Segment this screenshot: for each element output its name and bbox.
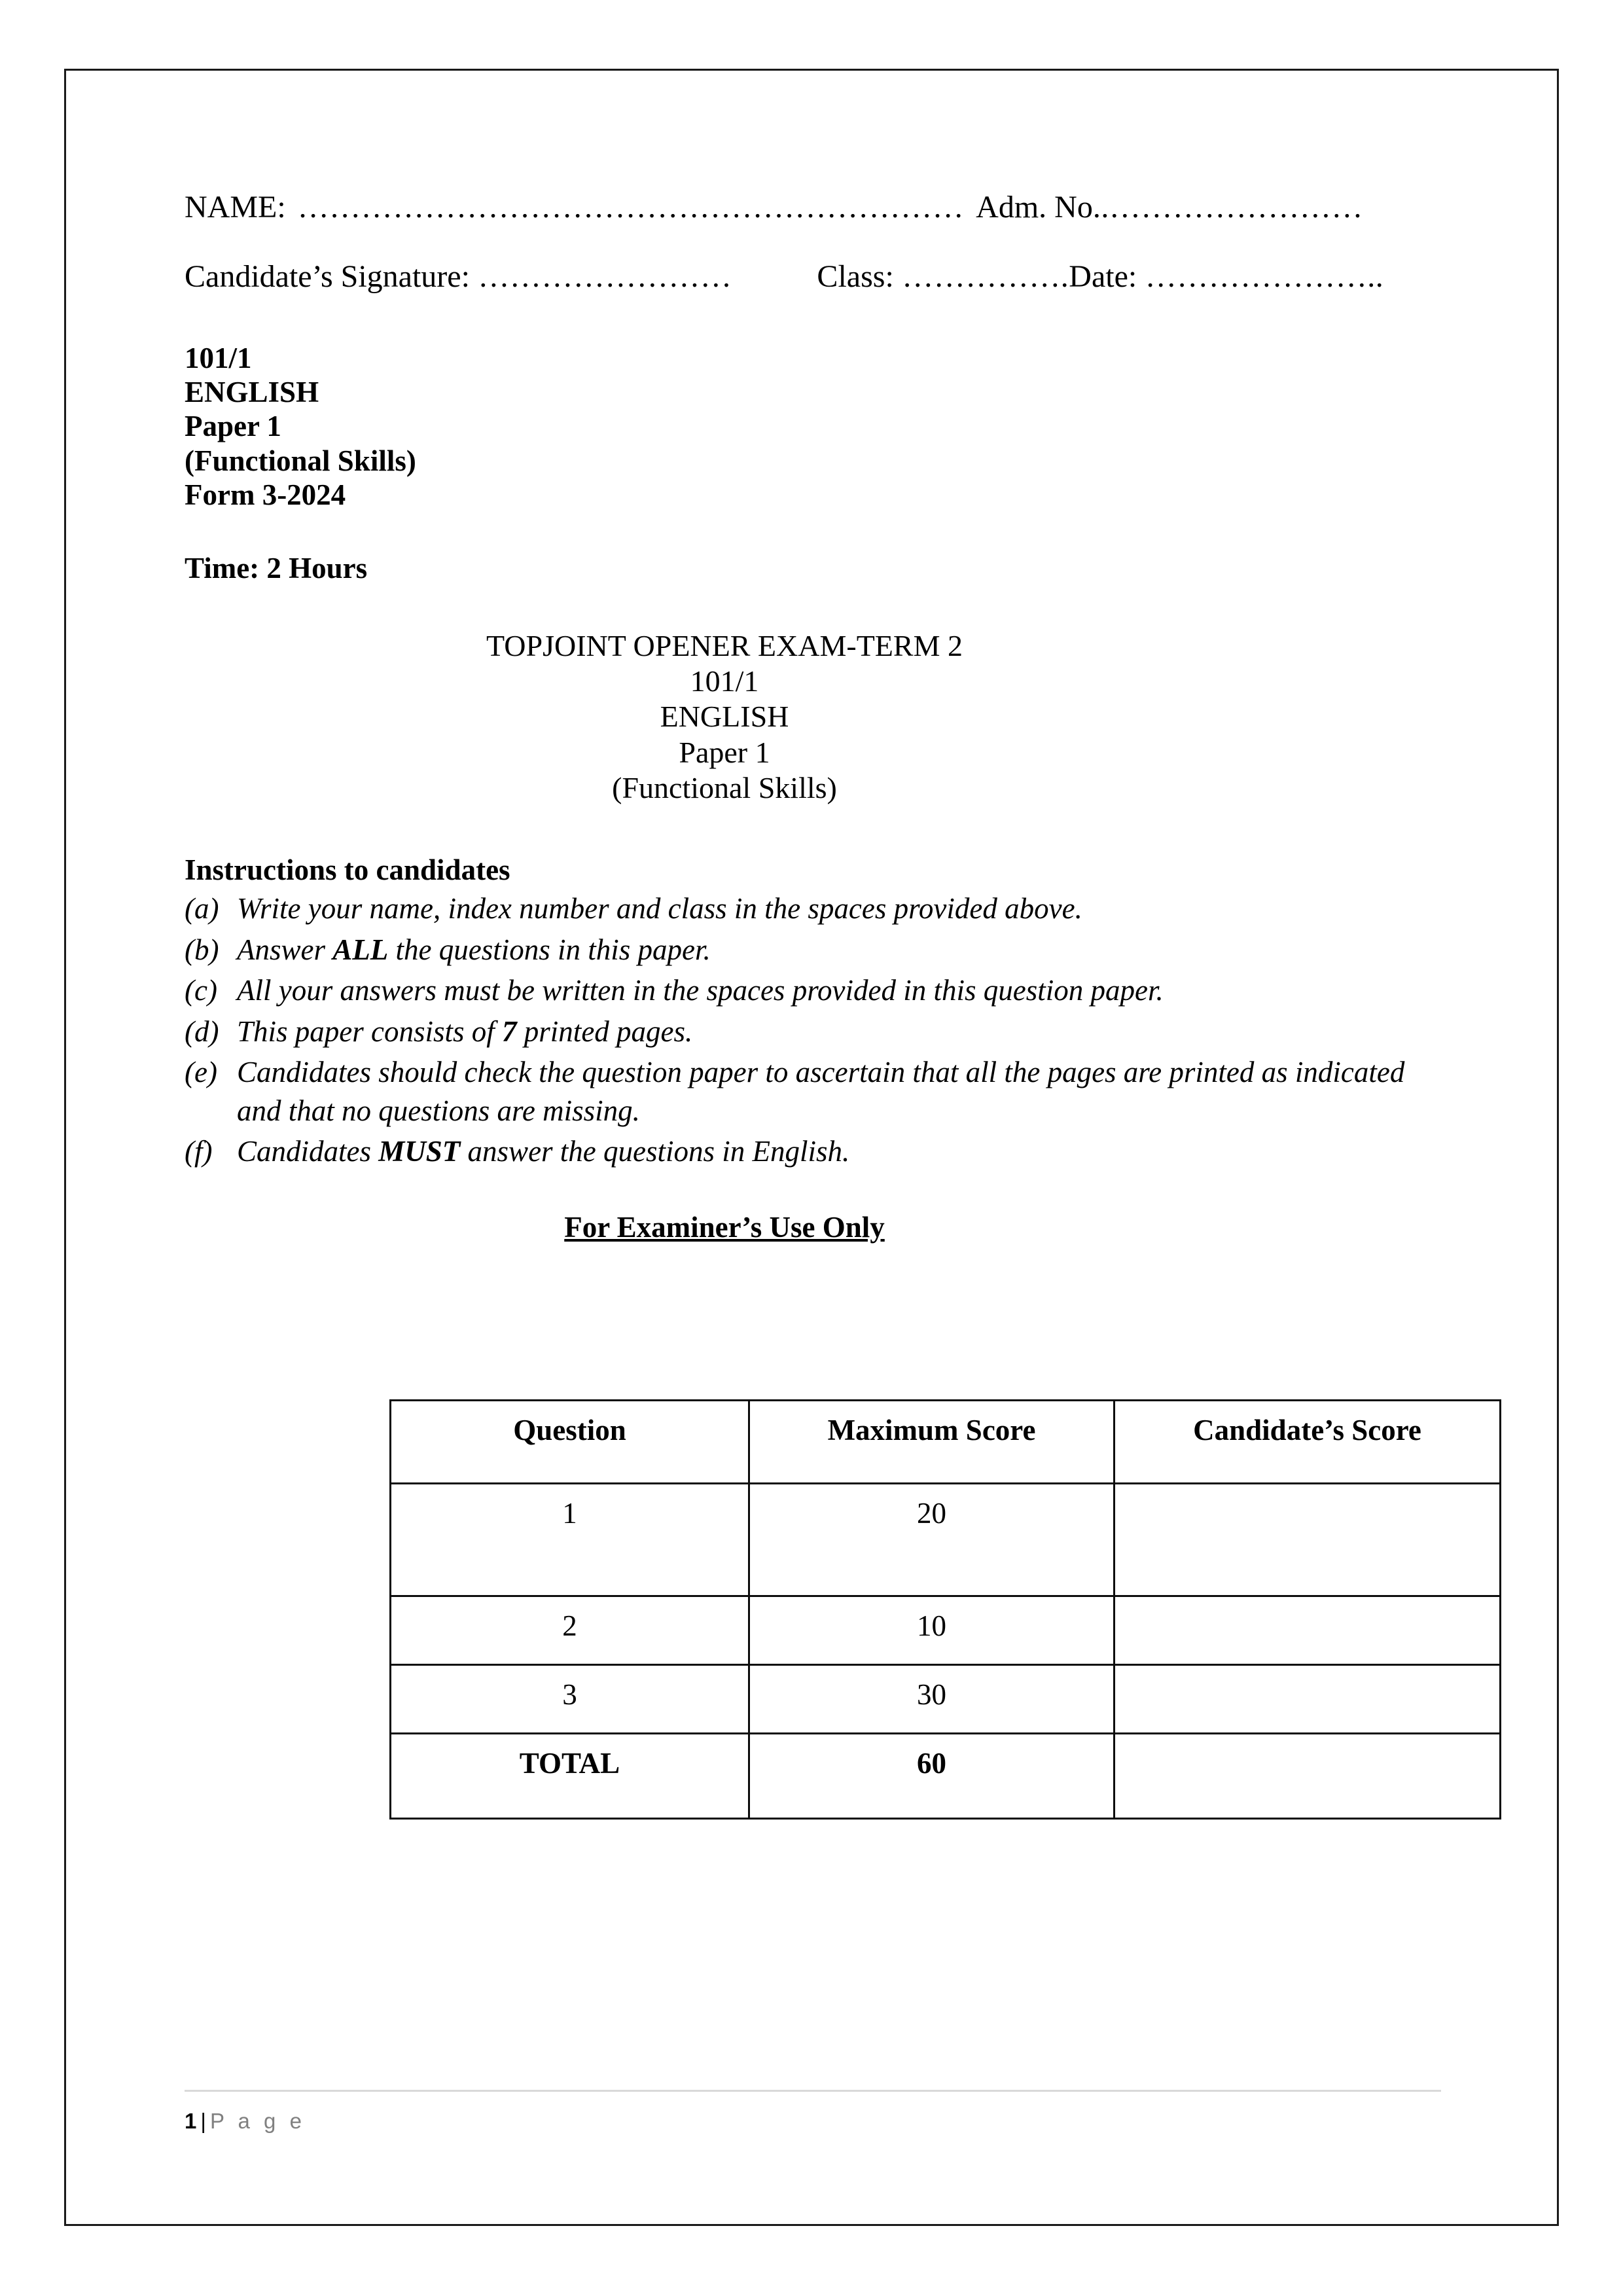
name-label: NAME:: [185, 190, 286, 224]
column-header-candidate-score: Candidate’s Score: [1115, 1401, 1501, 1484]
page-footer: [185, 2090, 1441, 2134]
class-fill-dots[interactable]: …………….: [893, 259, 1069, 294]
paper-skills: (Functional Skills): [185, 444, 416, 477]
time-allowed: Time: 2 Hours: [185, 551, 368, 584]
instruction-text-tail: printed pages.: [516, 1014, 693, 1048]
cell-maximum-score: 30: [749, 1665, 1115, 1734]
instruction-marker: (c): [185, 974, 217, 1007]
instruction-marker: (d): [185, 1014, 219, 1048]
table-total-row: [391, 1734, 1501, 1819]
instruction-marker: (b): [185, 933, 219, 966]
instruction-item: [185, 971, 1441, 1010]
paper-form: Form 3-2024: [185, 478, 346, 511]
instruction-text: All your answers must be written in the spaces provided in this question paper.: [237, 974, 1164, 1007]
instruction-text-tail: the questions in this paper.: [388, 933, 711, 966]
name-fill-dots[interactable]: ………………………………………………………: [297, 190, 965, 224]
table-row: [391, 1596, 1501, 1665]
instruction-item: [185, 1013, 1441, 1051]
table-row: [391, 1484, 1501, 1596]
cell-total-candidate[interactable]: [1115, 1734, 1501, 1819]
cell-maximum-score: 20: [749, 1484, 1115, 1596]
footer-page-number: 1: [185, 2109, 197, 2133]
adm-no-label: Adm. No: [976, 190, 1093, 224]
examiner-score-table: [389, 1399, 1501, 1820]
instruction-item: [185, 931, 1441, 969]
column-header-maximum-score: Maximum Score: [749, 1401, 1115, 1484]
date-fill-dots[interactable]: …………………..: [1137, 259, 1384, 294]
cell-question: 2: [391, 1596, 749, 1665]
cell-candidate-score[interactable]: [1115, 1484, 1501, 1596]
examiner-table-caption: For Examiner’s Use Only: [564, 1210, 885, 1244]
date-label: Date:: [1069, 259, 1137, 294]
document-page: [64, 69, 1559, 2226]
exam-title-skills: (Functional Skills): [612, 771, 837, 804]
instruction-item: [185, 889, 1441, 928]
instructions-list: [185, 889, 1441, 1171]
instruction-text: Answer: [237, 933, 333, 966]
cell-candidate-score[interactable]: [1115, 1665, 1501, 1734]
exam-title-subject: ENGLISH: [660, 700, 789, 734]
instruction-emphasis: 7: [502, 1014, 517, 1048]
instruction-emphasis: MUST: [378, 1135, 461, 1168]
table-row: [391, 1665, 1501, 1734]
exam-title: TOPJOINT OPENER EXAM-TERM 2: [486, 628, 963, 662]
column-header-question: Question: [391, 1401, 749, 1484]
page-content: [185, 192, 1441, 1244]
instruction-text: Candidates should check the question paper to ascertain that all the pages are printed as indicated and that no questions are missing.: [237, 1056, 1405, 1127]
cell-question: 1: [391, 1484, 749, 1596]
cell-total-maximum: 60: [749, 1734, 1115, 1819]
instruction-marker: (e): [185, 1056, 217, 1089]
instruction-text: Write your name, index number and class in the spaces provided above.: [237, 892, 1082, 925]
exam-title-code: 101/1: [690, 664, 759, 698]
footer-text: [185, 2092, 1441, 2134]
instruction-text-tail: answer the questions in English.: [460, 1135, 850, 1168]
exam-title-paper: Paper 1: [679, 735, 770, 769]
paper-header-block: [185, 341, 1441, 512]
paper-code: 101/1: [185, 342, 252, 374]
adm-no-fill-dots[interactable]: ..……………………: [1092, 190, 1363, 224]
cell-candidate-score[interactable]: [1115, 1596, 1501, 1665]
signature-label: Candidate’s Signature:: [185, 259, 470, 294]
signature-line: [185, 261, 1441, 293]
paper-number: Paper 1: [185, 410, 281, 443]
cell-maximum-score: 10: [749, 1596, 1115, 1665]
instruction-item: [185, 1132, 1441, 1171]
instruction-item: [185, 1053, 1441, 1130]
cell-total-label: TOTAL: [391, 1734, 749, 1819]
cell-question: 3: [391, 1665, 749, 1734]
exam-title-block: [185, 585, 1441, 806]
footer-separator: |: [200, 2109, 206, 2133]
footer-page-word: P a g e: [209, 2109, 306, 2133]
instruction-emphasis: ALL: [332, 933, 389, 966]
class-label: Class:: [817, 259, 894, 294]
name-line: [185, 192, 1441, 223]
table-header-row: [391, 1401, 1501, 1484]
instruction-marker: (f): [185, 1135, 213, 1168]
instruction-text: This paper consists of: [237, 1014, 503, 1048]
paper-subject: ENGLISH: [185, 376, 319, 409]
instructions-heading: Instructions to candidates: [185, 853, 510, 887]
signature-fill-dots[interactable]: ……………………: [469, 259, 732, 294]
instruction-marker: (a): [185, 892, 219, 925]
instruction-text: Candidates: [237, 1135, 379, 1168]
examiner-score-table-wrapper: [389, 1399, 1499, 1820]
